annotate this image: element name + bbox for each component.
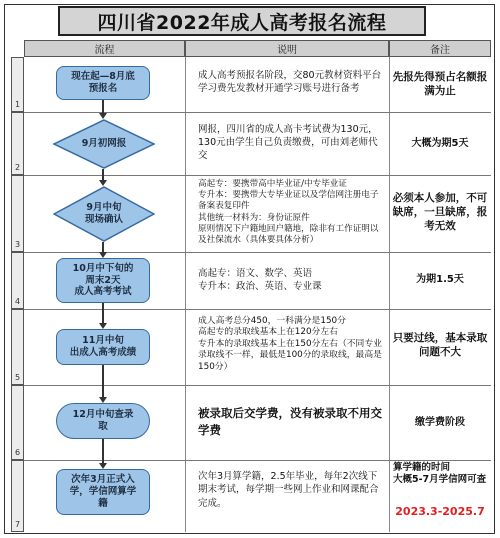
step-description: 被录取后交学费，没有被录取不用交学费 xyxy=(198,406,382,437)
step-note: 大概为期5天 xyxy=(411,138,469,149)
flow-step-admission-check: 12月中旬查录 取 xyxy=(56,403,150,439)
step-note: 只要过线，基本录取问题不大 xyxy=(392,332,488,359)
row-number: 2 xyxy=(11,112,24,175)
flow-step-label: 9月初网报 xyxy=(81,138,127,150)
step-note: 为期1.5天 xyxy=(416,274,464,285)
row-number: 5 xyxy=(11,309,24,385)
flow-step-enrollment: 次年3月正式入 学，学信网算学 籍 xyxy=(56,469,150,515)
flow-step-exam: 10月中下旬的 周末2天 成人高考考试 xyxy=(56,258,150,303)
step-description: 成人高考总分450，一科满分是150分 高起专的录取线基本上在120分左右 专升本的录取线基本上在150分左右（不同专业录取线不一样，最低是100分的录取线，最高是150分） xyxy=(198,316,382,372)
header-note: 备注 xyxy=(389,40,491,57)
row-number: 6 xyxy=(11,385,24,460)
header-desc: 说明 xyxy=(185,40,389,57)
row-number: 3 xyxy=(11,175,24,252)
step-description: 高起专：要携带高中毕业证/中专毕业证 专升本：要携带大专毕业证以及学信网注册电子备案表复印件 其他统一材料为：身份证原件 原则情况下户籍地回户籍地，除非有工作证明以及社保流水（具体要具体分析） xyxy=(198,179,379,245)
step-note: 先报先得预占名额报满为止 xyxy=(392,71,488,98)
row-divider xyxy=(24,460,491,461)
step-description: 网报，四川省的成人高卡考试费为130元，130元由学生自己负责缴费，可由刘老师代交 xyxy=(198,124,378,161)
row-divider xyxy=(24,175,491,176)
step-note: 算学籍的时间 大概5-7月学信网可查 xyxy=(393,462,487,486)
row-number: 4 xyxy=(11,252,24,309)
page-title: 四川省2022年成人高考报名流程 xyxy=(58,6,426,36)
step-description: 次年3月算学籍，2.5年毕业，每年2次线下期末考试，每学期一些网上作业和网课配合完成。 xyxy=(198,471,379,509)
row-number: 1 xyxy=(11,57,24,112)
flow-step-on-site-confirmation xyxy=(53,186,155,242)
header-flow: 流程 xyxy=(24,40,185,57)
step-note: 必须本人参加，不可缺席，一旦缺席，报考无效 xyxy=(392,192,488,233)
row-number: 7 xyxy=(11,460,24,532)
row-divider xyxy=(24,252,491,253)
row-divider xyxy=(24,385,491,386)
row-divider xyxy=(24,112,491,113)
step-description: 高起专：语文、数学、英语 专升本：政治、英语、专业课 xyxy=(198,268,322,292)
enrollment-period: 2023.3-2025.7 xyxy=(395,505,485,518)
row-divider xyxy=(24,309,491,310)
step-note: 缴学费阶段 xyxy=(415,417,465,428)
flow-step-pre-registration: 现在起—8月底 预报名 xyxy=(56,66,150,100)
flow-step-online-registration xyxy=(53,119,155,169)
flow-step-results: 11月中旬 出成人高考成绩 xyxy=(56,329,150,365)
step-description: 成人高考预报名阶段，交80元教材资料平台学习费先发教材开通学习账号进行备考 xyxy=(198,70,382,94)
flow-step-label: 9月中旬 现场确认 xyxy=(84,202,123,225)
